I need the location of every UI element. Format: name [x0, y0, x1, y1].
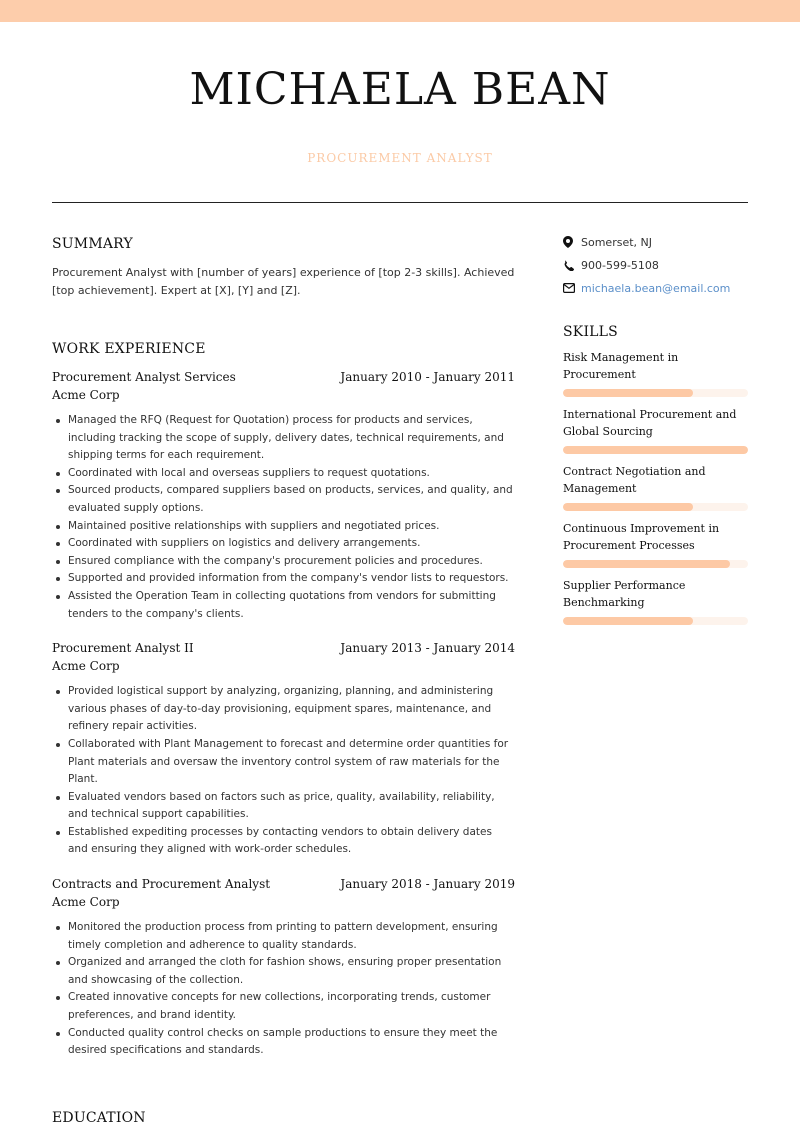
job-header	[52, 370, 515, 384]
job-bullets	[52, 683, 515, 859]
skill-name: Contract Negotiation and Management	[563, 465, 706, 495]
job-bullet: Coordinated with suppliers on logistics and delivery arrangements.	[52, 535, 515, 553]
skill-level-fill	[563, 446, 748, 454]
job-bullet: Conducted quality control checks on sample productions to ensure they meet the desired specifications and standards.	[52, 1025, 515, 1060]
job-bullet: Collaborated with Plant Management to forecast and determine order quantities for Plant materials and oversaw the inventory control system of raw materials for the Plant.	[52, 736, 515, 789]
job-bullet: Created innovative concepts for new collections, incorporating trends, customer preferences, and brand identity.	[52, 989, 515, 1024]
phone-icon	[563, 260, 581, 271]
skill-name: Supplier Performance Benchmarking	[563, 579, 686, 609]
job-title: Contracts and Procurement Analyst	[52, 877, 271, 892]
summary-heading: SUMMARY	[52, 236, 133, 252]
top-accent-band	[0, 0, 800, 22]
job-header	[52, 877, 515, 891]
email-link[interactable]: michaela.bean@email.com	[581, 281, 731, 295]
skill-level-fill	[563, 389, 693, 397]
candidate-role: PROCUREMENT ANALYST	[307, 151, 493, 165]
skill-item	[563, 577, 748, 625]
skill-bar	[563, 446, 748, 454]
job-bullets	[52, 919, 515, 1060]
job-bullet: Sourced products, compared suppliers based on products, services, and quality, and evaluated supply options.	[52, 482, 515, 517]
job-dates: January 2018 - January 2019	[340, 877, 515, 892]
job-title: Procurement Analyst II	[52, 641, 194, 656]
summary-text: Procurement Analyst with [number of years] experience of [top 2-3 skills]. Achieved [top achievement]. Expert at [X], [Y] and [Z].	[52, 266, 515, 297]
envelope-icon	[563, 283, 581, 293]
skills-heading: SKILLS	[563, 324, 618, 340]
job-bullet: Maintained positive relationships with suppliers and negotiated prices.	[52, 518, 515, 536]
skill-item	[563, 406, 748, 454]
job-bullet: Supported and provided information from the company's vendor lists to requestors.	[52, 570, 515, 588]
job-dates: January 2013 - January 2014	[340, 641, 515, 656]
education-heading: EDUCATION	[52, 1110, 146, 1126]
skill-level-fill	[563, 560, 730, 568]
main-column	[52, 236, 515, 1060]
job-entry	[52, 641, 515, 859]
job-entry	[52, 370, 515, 623]
job-company: Acme Corp	[52, 659, 120, 674]
job-company: Acme Corp	[52, 388, 120, 402]
job-bullet: Managed the RFQ (Request for Quotation) process for products and services, including tracking the scope of supply, delivery dates, technical requirements, and shipping terms for each requirement.	[52, 412, 515, 465]
job-entry	[52, 877, 515, 1060]
job-bullet: Assisted the Operation Team in collecting quotations from vendors for submitting tenders to the company's clients.	[52, 588, 515, 623]
skill-bar	[563, 617, 748, 625]
job-bullet: Evaluated vendors based on factors such as price, quality, availability, reliability, and technical support capabilities.	[52, 789, 515, 824]
skill-bar	[563, 503, 748, 511]
job-bullet: Organized and arranged the cloth for fashion shows, ensuring proper presentation and showcasing of the collection.	[52, 954, 515, 989]
job-bullet: Ensured compliance with the company's procurement policies and procedures.	[52, 553, 515, 571]
skill-level-fill	[563, 617, 693, 625]
job-bullets	[52, 412, 515, 623]
job-bullet: Monitored the production process from printing to pattern development, ensuring timely completion and adherence to quality standards.	[52, 919, 515, 954]
phone-text: 900-599-5108	[581, 258, 659, 272]
location-text: Somerset, NJ	[581, 235, 652, 249]
header-divider	[52, 202, 748, 203]
job-bullet: Coordinated with local and overseas suppliers to request quotations.	[52, 465, 515, 483]
skill-item	[563, 463, 748, 511]
skill-bar	[563, 560, 748, 568]
candidate-name: MICHAELA BEAN	[189, 64, 611, 115]
skill-name: Continuous Improvement in Procurement Processes	[563, 522, 720, 552]
job-bullet: Established expediting processes by contacting vendors to obtain delivery dates and ensuring they aligned with work-order schedules.	[52, 824, 515, 859]
skill-bar	[563, 389, 748, 397]
work-experience-heading: WORK EXPERIENCE	[52, 341, 206, 357]
location-pin-icon	[563, 236, 581, 248]
job-dates: January 2010 - January 2011	[340, 370, 515, 384]
skill-item	[563, 520, 748, 568]
skill-name: Risk Management in Procurement	[563, 351, 679, 381]
sidebar-column	[563, 234, 748, 625]
contact-email[interactable]	[563, 280, 748, 296]
skill-name: International Procurement and Global Sourcing	[563, 408, 737, 438]
job-bullet: Provided logistical support by analyzing, organizing, planning, and administering various phases of day-to-day provisioning, equipment spares, maintenance, and refinery repair activities.	[52, 683, 515, 736]
skill-item	[563, 349, 748, 397]
contact-phone	[563, 257, 748, 273]
job-title: Procurement Analyst Services	[52, 370, 236, 384]
skill-level-fill	[563, 503, 693, 511]
contact-location	[563, 234, 748, 250]
job-header	[52, 641, 515, 655]
job-company: Acme Corp	[52, 895, 120, 910]
